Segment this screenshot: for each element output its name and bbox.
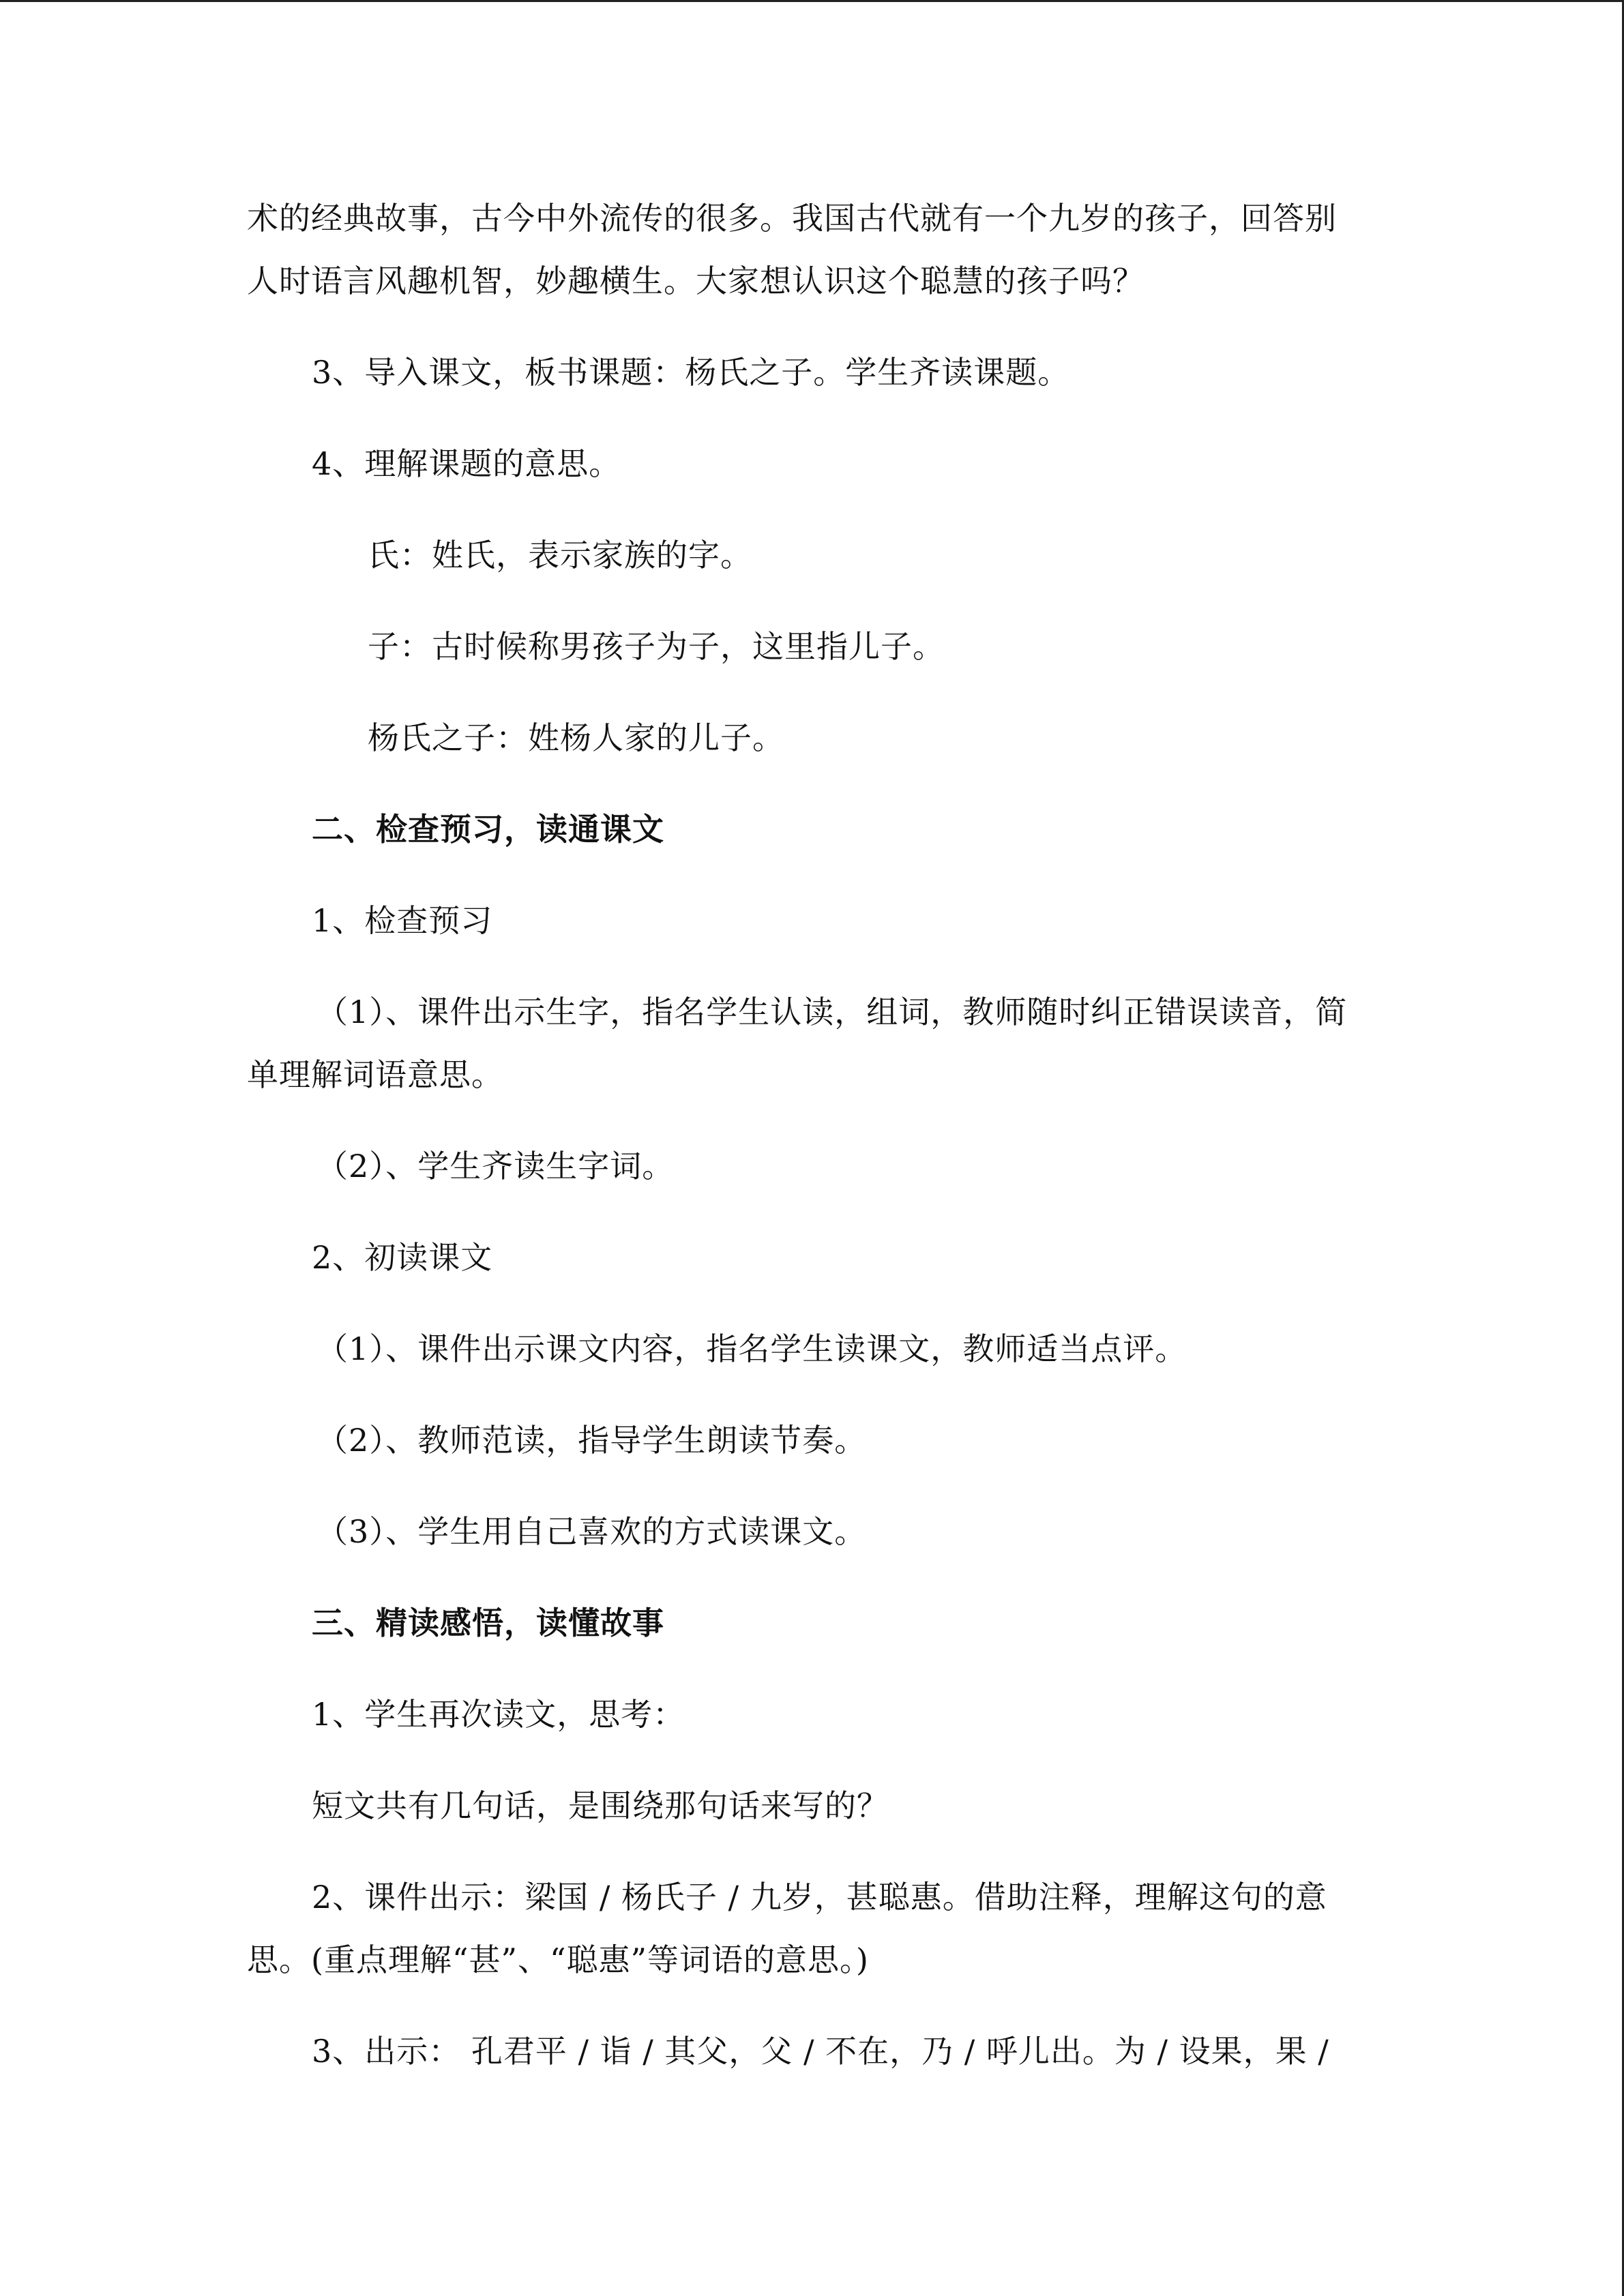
step-line: 1、学生再次读文，思考： <box>312 1696 685 1733</box>
definition-line: 氏：姓氏，表示家族的字。 <box>368 537 752 573</box>
paragraph-line: 短文共有几句话，是围绕那句话来写的？ <box>312 1787 889 1824</box>
substep-line: （1）、课件出示生字，指名学生认读，组词，教师随时纠正错误读音，简 <box>316 994 1348 1030</box>
paragraph-line: 思。(重点理解“甚”、“聪惠”等词语的意思。) <box>247 1941 869 1978</box>
substep-line: （2）、教师范读，指导学生朗读节奏。 <box>316 1422 867 1459</box>
definition-line: 杨氏之子：姓杨人家的儿子。 <box>368 719 784 756</box>
substep-line: （2）、学生齐读生字词。 <box>316 1148 675 1184</box>
section-heading: 二、检查预习，读通课文 <box>312 811 664 848</box>
page-top-border <box>0 0 1624 2</box>
paragraph-line: 术的经典故事，古今中外流传的很多。我国古代就有一个九岁的孩子，回答别 <box>247 200 1337 237</box>
step-line: 1、检查预习 <box>312 902 493 939</box>
paragraph-line: 单理解词语意思。 <box>247 1056 503 1093</box>
paragraph-line: 人时语言风趣机智，妙趣横生。大家想认识这个聪慧的孩子吗？ <box>247 263 1145 299</box>
substep-line: （1）、课件出示课文内容，指名学生读课文，教师适当点评。 <box>316 1330 1187 1367</box>
step-line: 2、课件出示：梁国 / 杨氏子 / 九岁，甚聪惠。借助注释，理解这句的意 <box>312 1879 1327 1915</box>
step-line: 2、初读课文 <box>312 1239 493 1276</box>
substep-line: （3）、学生用自己喜欢的方式读课文。 <box>316 1513 867 1550</box>
step-line: 4、理解课题的意思。 <box>312 445 621 482</box>
step-line: 3、出示： 孔君平 / 诣 / 其父，父 / 不在，乃 / 呼儿出。为 / 设果，果 / <box>312 2033 1329 2070</box>
definition-line: 子：古时候称男孩子为子，这里指儿子。 <box>368 628 945 665</box>
section-heading: 三、精读感悟，读懂故事 <box>312 1605 664 1641</box>
step-line: 3、导入课文，板书课题：杨氏之子。学生齐读课题。 <box>312 354 1070 391</box>
